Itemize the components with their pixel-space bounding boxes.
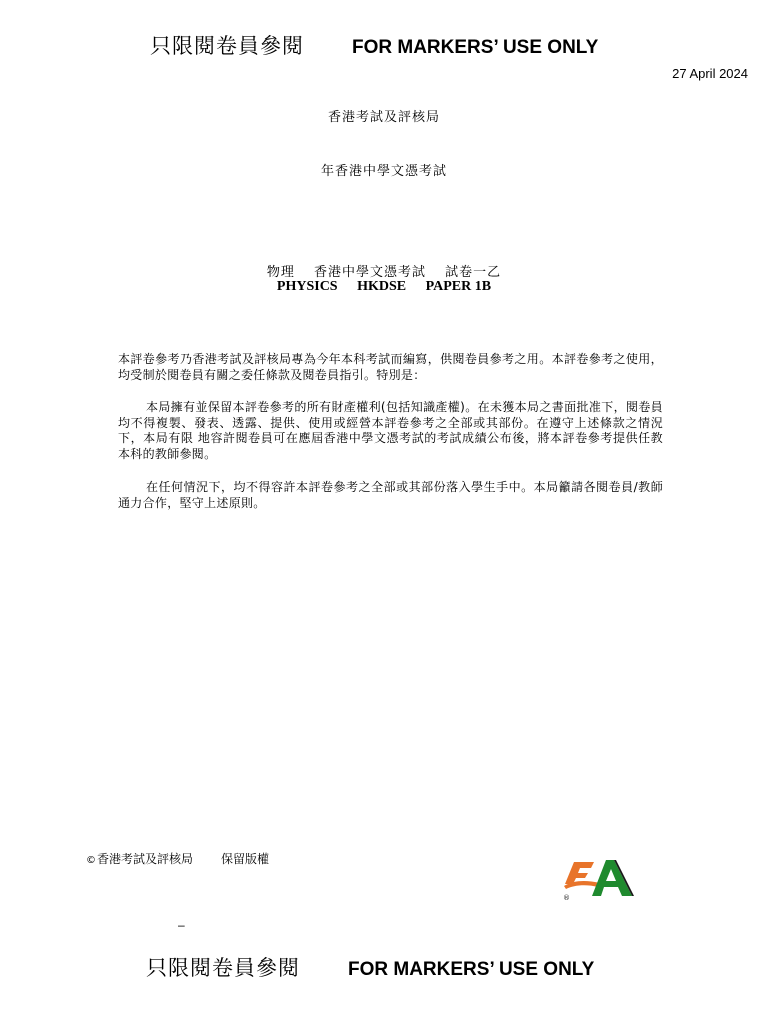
footer-notice	[0, 952, 768, 982]
copyright-line	[86, 850, 269, 867]
exam-year-title: 年香港中學文憑考試	[320, 164, 447, 179]
subject-cn-name: 物理	[266, 265, 295, 280]
logo-e-shape	[565, 862, 594, 884]
intro-paragraph: 本評卷參考乃香港考試及評核局專為今年本科考試而編寫，供閱卷員參考之用。本評卷參考之使用，均受制於閱卷員有關之委任條款及閱卷員指引。特別是：	[118, 352, 663, 382]
rights-paragraph: 本局擁有並保留本評卷參考的所有財產權利(包括知識產權)。在未獲本局之書面批准下，閱卷員均不得複製、發表、透露、提供、使用或經營本評卷參考之全部或其部份。在遵守上述條款之情況下，本局有限 地容許閱卷員可在應屆香港中學文憑考試的考試成績公布後，將本評卷參考提供任教本科的教師參閱。	[118, 400, 663, 461]
document-date: 27 April 2024	[672, 66, 748, 81]
subject-cn-exam: 香港中學文憑考試	[313, 265, 426, 280]
dash-mark: –	[178, 918, 185, 932]
copyright-symbol: ©	[86, 855, 96, 866]
copyright-org: 香港考試及評核局	[97, 852, 194, 866]
subject-title-cn	[0, 261, 768, 280]
footer-cn-notice: 只限閱卷員參閱	[146, 956, 300, 980]
hkeaa-logo	[560, 856, 636, 902]
students-paragraph: 在任何情況下，均不得容許本評卷參考之全部或其部份落入學生手中。本局籲請各閱卷員/教師通力合作，堅守上述原則。	[118, 480, 663, 510]
header-en-notice: FOR MARKERS’ USE ONLY	[352, 37, 599, 58]
subject-en-paper: PAPER 1B	[425, 279, 492, 294]
logo-registered-mark: ®	[563, 894, 570, 902]
subject-en-name: PHYSICS	[276, 279, 338, 294]
logo-a-shape	[592, 860, 632, 896]
header-cn-notice: 只限閱卷員參閱	[150, 34, 304, 58]
subject-en-exam: HKDSE	[357, 279, 407, 294]
copyright-rights: 保留版權	[221, 852, 270, 866]
subject-title-en	[0, 279, 768, 295]
footer-en-notice: FOR MARKERS’ USE ONLY	[348, 959, 595, 980]
org-name: 香港考試及評核局	[327, 110, 440, 125]
subject-cn-paper: 試卷一乙	[445, 265, 502, 280]
header-notice	[0, 30, 768, 60]
